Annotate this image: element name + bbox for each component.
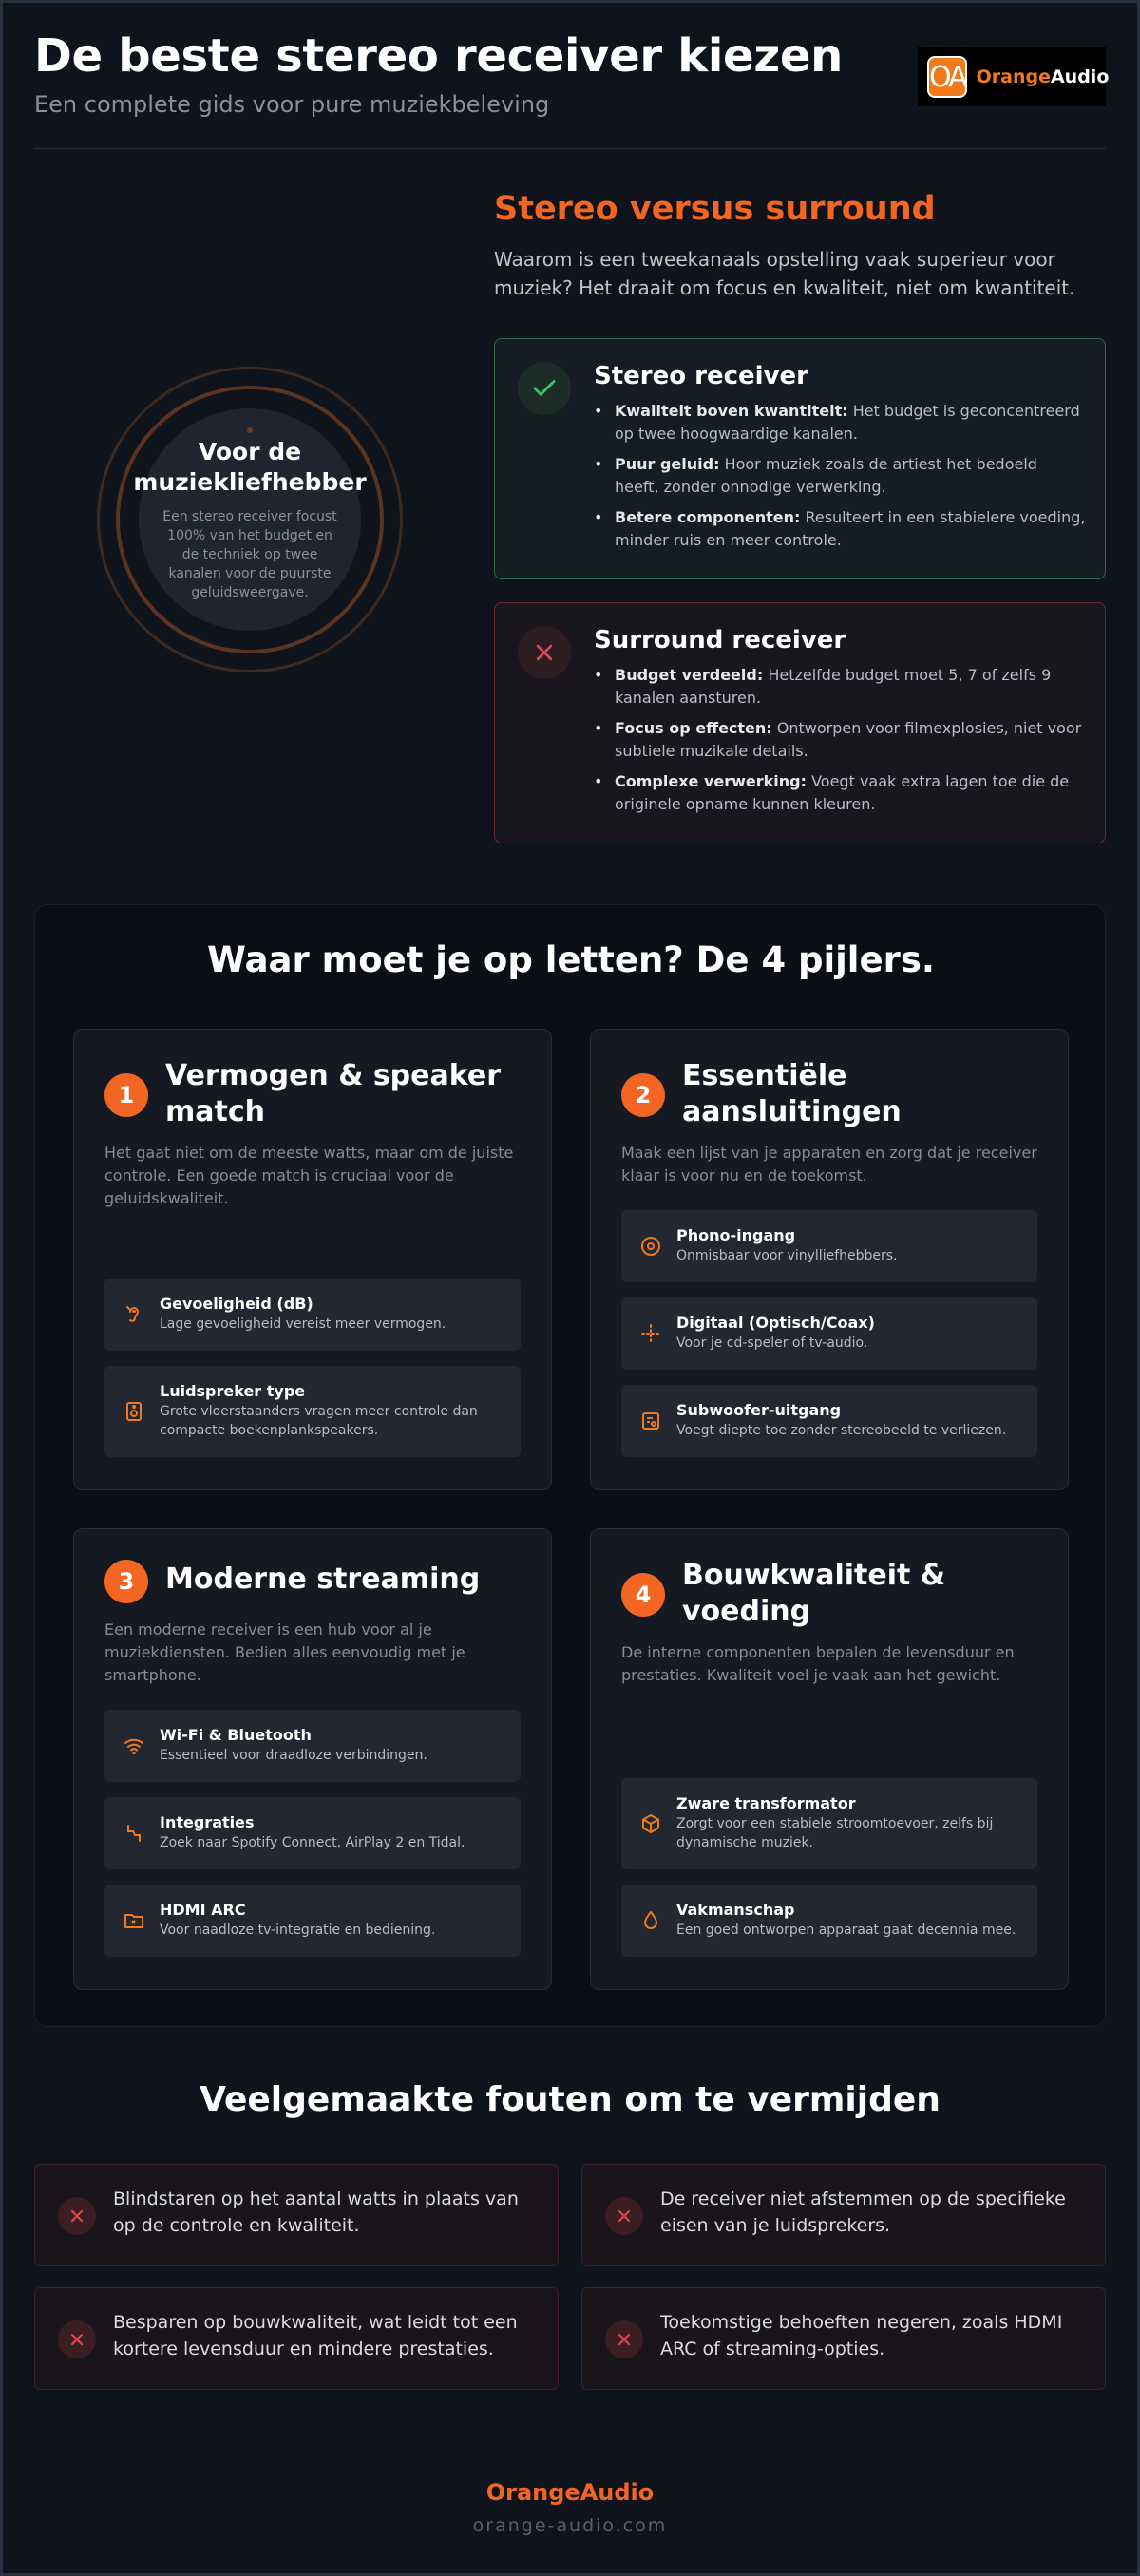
pillar-title: Moderne streaming [165, 1563, 481, 1596]
feature-title: Gevoeligheid (dB) [160, 1295, 314, 1313]
logo-mark-icon: OA [927, 56, 967, 98]
page-subtitle: Een complete gids voor pure muziekbeleving [34, 91, 550, 118]
close-icon [58, 2197, 96, 2235]
pillar-desc: Het gaat niet om de meeste watts, maar om de juiste controle. Een goede match is cruciaal voor de geluidskwaliteit. [104, 1144, 514, 1207]
feature-title: Luidspreker type [160, 1382, 306, 1400]
mistake-text: Blindstaren op het aantal watts in plaats van op de controle en kwaliteit. [113, 2188, 519, 2236]
ring-dot [247, 427, 253, 433]
feature-item [104, 1797, 521, 1869]
pillar-card-4 [590, 1528, 1069, 1990]
stereo-list [594, 400, 1086, 552]
mistake-text: Besparen op bouwkwaliteit, wat leidt tot een kortere levensduur en mindere prestaties. [113, 2312, 518, 2359]
feature-title: Digitaal (Optisch/Coax) [676, 1314, 875, 1332]
feature-item [104, 1366, 521, 1457]
header-divider [34, 148, 1106, 149]
feature-title: Phono-ingang [676, 1226, 796, 1244]
feature-desc: Voor naadloze tv-integratie en bediening. [160, 1923, 436, 1938]
feature-title: Subwoofer-uitgang [676, 1401, 842, 1419]
pillars-section [34, 904, 1106, 2027]
feature-desc: Voor je cd-speler of tv-audio. [676, 1335, 868, 1351]
surround-card [494, 602, 1106, 843]
pillar-desc: Maak een lijst van je apparaten en zorg dat je receiver klaar is voor nu en de toekomst. [621, 1144, 1037, 1184]
feature-title: Wi-Fi & Bluetooth [160, 1726, 312, 1744]
close-icon [605, 2197, 643, 2235]
feature-item [621, 1778, 1037, 1869]
circle-text: Een stereo receiver focust 100% van het budget en de techniek op twee kanalen voor de puurste geluidsweergave. [162, 509, 337, 600]
feature-title: Vakmanschap [676, 1901, 795, 1919]
feature-item [621, 1885, 1037, 1957]
feature-item [621, 1385, 1037, 1457]
feature-desc: Zorgt voor een stabiele stroomtoevoer, zelfs bij dynamische muziek. [676, 1816, 994, 1850]
footer-brand: OrangeAudio [485, 2479, 655, 2506]
speaker-icon [122, 1399, 146, 1424]
close-icon [605, 2320, 643, 2358]
feature-item [621, 1297, 1037, 1370]
music-lover-circle [133, 408, 367, 631]
feature-title: Integraties [160, 1813, 255, 1831]
stereo-card [494, 338, 1106, 579]
logo-name-part2: Audio [1050, 66, 1110, 87]
surround-list [594, 664, 1086, 816]
feature-title: HDMI ARC [160, 1901, 246, 1919]
feature-desc: Zoek naar Spotify Connect, AirPlay 2 en Tidal. [160, 1835, 466, 1850]
feature-desc: Voegt diepte toe zonder stereobeeld te verliezen. [676, 1423, 1007, 1438]
vinyl-icon [638, 1234, 663, 1259]
pillar-desc: Een moderne receiver is een hub voor al je muziekdiensten. Bedien alles eenvoudig met je smartphone. [104, 1620, 466, 1684]
feature-title: Zware transformator [676, 1794, 856, 1812]
feature-desc: Een goed ontworpen apparaat gaat decennia mee. [676, 1923, 1016, 1938]
list-item: • Kwaliteit boven kwantiteit: Het budget is geconcentreerd op twee hoogwaardige kanalen. [594, 400, 1086, 445]
wifi-icon [122, 1733, 146, 1758]
mistake-text: Toekomstige behoeften negeren, zoals HDMI ARC of streaming-opties. [660, 2312, 1063, 2359]
brand-logo[interactable] [918, 47, 1110, 106]
pillar-card-3 [73, 1528, 552, 1990]
feature-item [104, 1885, 521, 1957]
stereo-card-title: Stereo receiver [594, 362, 808, 390]
list-item: • Complexe verwerking: Voegt vaak extra lagen toe die de originele opname kunnen kleuren. [594, 770, 1086, 816]
feature-desc: Grote vloerstaanders vragen meer controle dan compacte boekenplankspeakers. [160, 1404, 478, 1438]
subwoofer-icon [638, 1409, 663, 1433]
header [34, 27, 1110, 122]
pillar-desc: De interne componenten bepalen de levensduur en prestaties. Kwaliteit voel je vaak aan het gewicht. [621, 1643, 1015, 1684]
digital-icon [638, 1321, 663, 1346]
hdmi-icon [122, 1908, 146, 1933]
section-intro: Waarom is een tweekanaals opstelling vaak superieur voor muziek? Het draait om focus en kwaliteit, niet om kwantiteit. [494, 248, 1075, 299]
feature-desc: Essentieel voor draadloze verbindingen. [160, 1748, 428, 1763]
logo-name-part1: Orange [976, 66, 1051, 87]
feature-item [104, 1710, 521, 1782]
feature-desc: Onmisbaar voor vinylliefhebbers. [676, 1248, 898, 1263]
pillar-title: Bouwkwaliteit & voeding [682, 1559, 945, 1628]
surround-card-title: Surround receiver [594, 626, 846, 654]
section-heading: Stereo versus surround [494, 190, 936, 228]
check-icon [518, 362, 571, 415]
pillar-number: 3 [104, 1560, 148, 1603]
drop-icon [638, 1908, 663, 1933]
close-icon [58, 2320, 96, 2358]
list-item: • Puur geluid: Hoor muziek zoals de artiest het bedoeld heeft, zonder onnodige verwerking. [594, 453, 1086, 499]
mistake-text: De receiver niet afstemmen op de specifieke eisen van je luidsprekers. [660, 2188, 1066, 2236]
pillar-title: Vermogen & speaker match [165, 1059, 502, 1128]
close-icon [518, 626, 571, 679]
pillars-heading: Waar moet je op letten? De 4 pijlers. [207, 939, 935, 980]
circle-title: Voor de muziekliefhebber [133, 438, 367, 496]
pillar-number: 4 [621, 1573, 665, 1617]
pillar-title: Essentiële aansluitingen [682, 1059, 902, 1128]
list-item: • Budget verdeeld: Hetzelfde budget moet 5, 7 of zelfs 9 kanalen aansturen. [594, 664, 1086, 710]
stereo-vs-surround [494, 186, 1106, 302]
ear-icon [122, 1302, 146, 1327]
mistake-card [34, 2287, 559, 2390]
mistake-card [34, 2164, 559, 2266]
pillar-card-1 [73, 1029, 552, 1490]
list-item: • Betere componenten: Resulteert in een stabielere voeding, minder ruis en meer controle. [594, 506, 1086, 552]
pillar-number: 2 [621, 1073, 665, 1117]
page-title: De beste stereo receiver kiezen [34, 29, 843, 83]
pillar-number: 1 [104, 1073, 148, 1117]
mistake-card [581, 2287, 1106, 2390]
box-icon [638, 1811, 663, 1836]
pillar-card-2 [590, 1029, 1069, 1490]
footer-url[interactable]: orange-audio.com [472, 2515, 668, 2536]
feature-item [621, 1210, 1037, 1282]
list-item: • Focus op effecten: Ontworpen voor filmexplosies, niet voor subtiele muzikale details. [594, 717, 1086, 763]
integration-icon [122, 1821, 146, 1846]
feature-desc: Lage gevoeligheid vereist meer vermogen. [160, 1316, 446, 1332]
mistakes-heading: Veelgemaakte fouten om te vermijden [200, 2080, 940, 2119]
logo-name [977, 66, 1110, 87]
mistake-card [581, 2164, 1106, 2266]
feature-item [104, 1279, 521, 1351]
